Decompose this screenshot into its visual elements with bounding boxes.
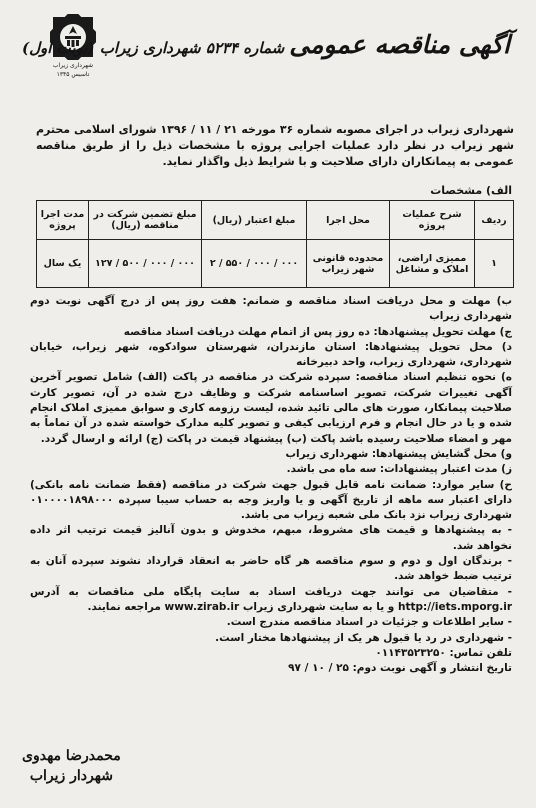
specs-table <box>36 200 514 288</box>
cell-row-number: ۱ <box>475 240 514 288</box>
section-a-heading: الف) مشخصات <box>430 184 512 197</box>
cell-guarantee: ۰۰۰ / ۰۰۰ / ۵۰۰ / ۱۲۷ <box>89 240 202 288</box>
item-z: ز) مدت اعتبار پیشنهادات: سه ماه می باشد. <box>286 463 512 476</box>
table-header-row <box>37 201 514 240</box>
logo-caption-line-1: شهرداری زیراب <box>52 62 94 69</box>
ad-title-main: آگهی مناقصه عمومی <box>289 30 510 59</box>
item-b: ب) مهلت و محل دریافت اسناد مناقصه و ضمانم: هفت روز پس از درج آگهی نوبت دوم شهرداری زیراب <box>30 295 512 323</box>
note-download-text-c: مراجعه نمایند. <box>87 600 161 613</box>
note-winners: - برندگان اول و دوم و سوم مناقصه هر گاه حاضر به انعقاد قرارداد نشوند سپرده آنان به ترتیب ضبط خواهد شد. <box>30 555 512 583</box>
ad-title <box>22 30 510 59</box>
header-duration: مدت اجرا پروژه <box>37 201 89 240</box>
item-v: و) محل گشایش پیشنهادها: شهرداری زیراب <box>285 447 512 460</box>
zirab-link[interactable]: www.zirab.ir <box>164 600 240 613</box>
cell-duration: یک سال <box>37 240 89 288</box>
contact-phone: تلفن تماس: ۰۱۱۴۳۵۲۳۲۵۰ <box>375 646 512 659</box>
item-d: د) محل تحویل پیشنهادها: استان مازندران، شهرستان سوادکوه، شهر زیراب، خیابان شهرداری، شهرداری زیراب، واحد دبیرخانه <box>30 340 512 369</box>
header-description: شرح عملیات پروژه <box>390 201 475 240</box>
note-municipality-right: - شهرداری در رد یا قبول هر یک از پیشنهادها مختار است. <box>215 631 512 644</box>
header-place: محل اجرا <box>307 201 390 240</box>
note-download-sites <box>30 585 512 616</box>
item-h2: ح) سایر موارد: ضمانت نامه قابل قبول جهت شرکت در مناقصه (فقط ضمانت نامه بانکی) دارای اعتبار سه ماهه از تاریخ آگهی و یا واریز وجه به حساب سیبا سپرده ۰۱۰۰۰۰۱۸۹۸۰۰۰ شهرداری زیراب نزد بانک ملی شعبه زیراب می باشد. <box>30 478 512 522</box>
signature-block <box>22 746 121 786</box>
item-j: ج) مهلت تحویل پیشنهادها: ده روز پس از اتمام مهلت دریافت اسناد مناقصه <box>123 325 512 338</box>
intro-lead: شهرداری زیراب <box>427 123 514 136</box>
note-conditional-bids: - به پیشنهادها و قیمت های مشروط، مبهم، مخدوش و بدون آنالیز قیمت ترتیب اثر داده نخواهد شد. <box>30 524 512 552</box>
signer-name: محمدرضا مهدوی <box>22 748 121 764</box>
conditions-list <box>30 294 512 676</box>
note-download-text-a: - متقاضیان می توانند جهت دریافت اسناد به سایت پایگاه ملی مناقصات به آدرس <box>30 585 512 598</box>
header-row-number: ردیف <box>475 201 514 240</box>
logo-caption-line-2: تاسیس ۱۳۴۵ <box>56 71 90 78</box>
cell-description: ممیزی اراضی، املاک و مشاغل <box>390 240 475 288</box>
cell-place: محدوده قانونی شهر زیراب <box>307 240 390 288</box>
cell-credit: ۰۰۰ / ۰۰۰ / ۵۵۰ / ۲ <box>202 240 307 288</box>
header-credit: مبلغ اعتبار (ریال) <box>202 201 307 240</box>
intro-text: در اجرای مصوبه شماره ۳۶ مورخه ۲۱ / ۱۱ / ۱۳۹۶ شورای اسلامی محترم شهر زیراب در نظر دارد عملیات اجرایی پروژه با مشخصات ذیل را از طریق مناقصه عمومی به پیمانکاران دارای صلاحیت و با شرایط ذیل واگذار نماید. <box>35 123 514 168</box>
item-h: ه) نحوه تنظیم اسناد مناقصه: سپرده شرکت در مناقصه در پاکت (الف) شامل تصویر آخرین آگهی تغییرات شرکت، تصویر اساسنامه شرکت و وظایف درج شده در آن، تصویر کارت صلاحیت پیمانکار، صورت های مالی تائید شده، لیست رزومه کاری و سوابق ممیزی املاک انجام شده و یا در حال انجام و فرم ارزیابی کیفی و تصویر کلیه مدارک خواسته شده در آن تماماً به مهر و امضاء صلاحیت رسیده باشد پاکت (ب) پیشنهاد قیمت در پاکت (ج) ارائه و ارسال گردد. <box>30 371 512 445</box>
iets-link[interactable]: http://iets.mporg.ir <box>397 600 512 613</box>
table-row <box>37 240 514 288</box>
publish-date: تاریخ انتشار و آگهی نوبت دوم: ۲۵ / ۱۰ / ۹۷ <box>288 662 512 675</box>
note-other-info: - سایر اطلاعات و جزئیات در اسناد مناقصه مندرج است. <box>226 616 512 629</box>
note-download-text-b: و یا به سایت شهرداری زیراب <box>242 600 395 613</box>
signer-role: شهردار زیراب <box>29 768 113 784</box>
header-guarantee: مبلغ تضمین شرکت در مناقصه (ریال) <box>89 201 202 240</box>
intro-paragraph <box>36 122 514 170</box>
ad-title-sub: شماره ۵۲۳۴ شهرداری زیراب (نوبت اول) <box>22 39 285 57</box>
